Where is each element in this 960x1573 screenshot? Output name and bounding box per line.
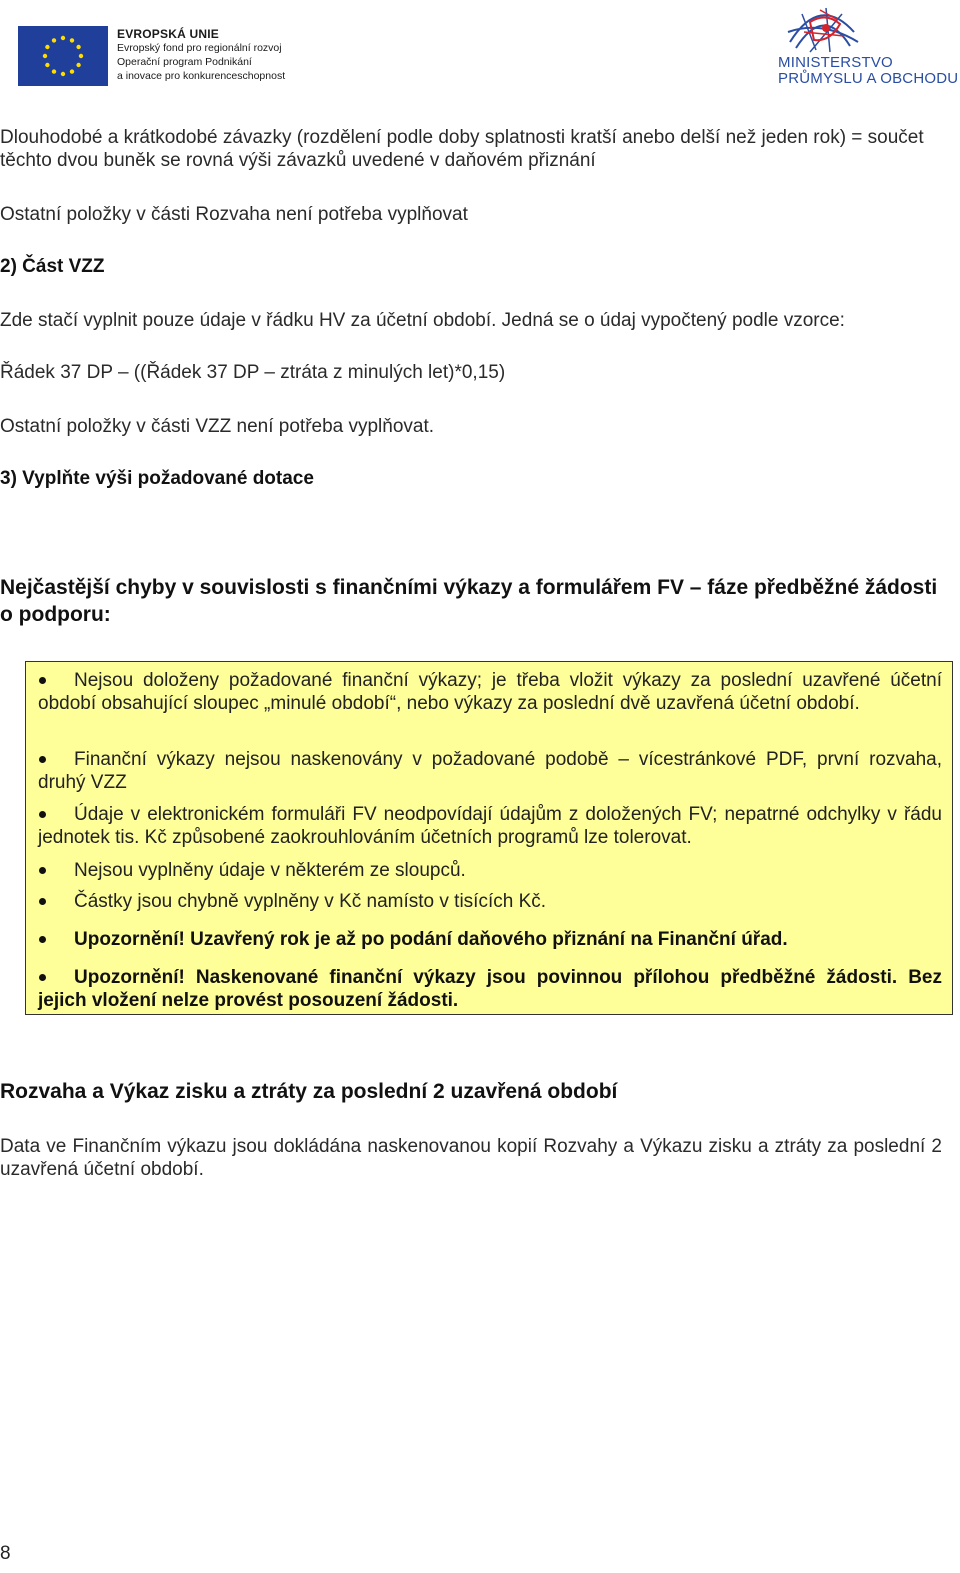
error-item-text: Nejsou doloženy požadované finanční výkazy; je třeba vložit výkazy za poslední uzavřené účetní období obsahující sloupec „minulé období“, nebo výkazy za poslední dvě uzavřená účetní období. xyxy=(38,670,942,714)
paragraph-balance-other: Ostatní položky v části Rozvaha není potřeba vyplňovat xyxy=(0,204,468,225)
error-item-text: Nejsou vyplněny údaje v některém ze sloupců. xyxy=(74,860,466,881)
heading-part-3: 3) Vyplňte výši požadované dotace xyxy=(0,468,314,489)
warning-item-text: Upozornění! Naskenované finanční výkazy jsou povinnou přílohou předběžné žádosti. Bez jejich vložení nelze provést posouzení žádosti. xyxy=(38,967,942,1011)
eu-logo-line4: a inovace pro konkurenceschopnost xyxy=(117,70,286,82)
paragraph-scanned-copies: Data ve Finančním výkazu jsou dokládána naskenovanou kopií Rozvahy a Výkazu zisku a ztráty za poslední 2 uzavřená účetní období. xyxy=(0,1136,942,1180)
mpo-logo-line1: MINISTERSTVO xyxy=(778,54,893,71)
heading-common-errors: Nejčastější chyby v souvislosti s finančními výkazy a formulářem FV – fáze předběžné žádosti o podporu: xyxy=(0,576,938,626)
error-item xyxy=(38,669,942,715)
page-number: 8 xyxy=(0,1543,11,1564)
error-item xyxy=(38,748,942,794)
paragraph-liabilities: Dlouhodobé a krátkodobé závazky (rozdělení podle doby splatnosti kratší anebo delší než jeden rok) = součet těchto dvou buněk se rovná výši závazků uvedené v daňovém přiznání xyxy=(0,127,924,171)
warning-item-text: Upozornění! Uzavřený rok je až po podání daňového přiznání na Finanční úřad. xyxy=(74,929,788,950)
paragraph-formula: Řádek 37 DP – ((Řádek 37 DP – ztráta z minulých let)*0,15) xyxy=(0,362,506,383)
warning-item xyxy=(38,928,942,951)
error-item-text: Částky jsou chybně vyplněny v Kč namísto v tisících Kč. xyxy=(74,891,547,912)
error-item xyxy=(38,859,942,882)
error-item xyxy=(38,803,942,849)
error-item xyxy=(38,890,942,913)
heading-part-2: 2) Část VZZ xyxy=(0,256,105,277)
error-item-text: Údaje v elektronickém formuláři FV neodpovídají údajům z doložených FV; nepatrné odchylky v řádu jednotek tis. Kč způsobené zaokrouhlováním účetních programů lze tolerovat. xyxy=(38,804,942,848)
paragraph-vzz-other: Ostatní položky v části VZZ není potřeba vyplňovat. xyxy=(0,416,435,437)
eu-logo-line1: EVROPSKÁ UNIE xyxy=(117,27,219,41)
eu-logo-line2: Evropský fond pro regionální rozvoj xyxy=(117,42,282,54)
common-errors-box xyxy=(25,661,953,1015)
mpo-globe-icon xyxy=(780,2,862,56)
mpo-logo-line2: PRŮMYSLU A OBCHODU xyxy=(778,70,959,87)
heading-balance-and-pl: Rozvaha a Výkaz zisku a ztráty za poslední 2 uzavřená období xyxy=(0,1080,618,1103)
eu-flag-logo xyxy=(18,26,108,86)
error-item-text: Finanční výkazy nejsou naskenovány v požadované podobě – vícestránkové PDF, první rozvaha, druhý VZZ xyxy=(38,749,942,793)
mpo-logo-text xyxy=(778,55,958,87)
warning-item xyxy=(38,966,942,1012)
eu-logo-text xyxy=(117,27,285,83)
eu-logo-line3: Operační program Podnikání xyxy=(117,56,252,68)
paragraph-vzz-instructions: Zde stačí vyplnit pouze údaje v řádku HV za účetní období. Jedná se o údaj vypočtený podle vzorce: xyxy=(0,310,845,331)
